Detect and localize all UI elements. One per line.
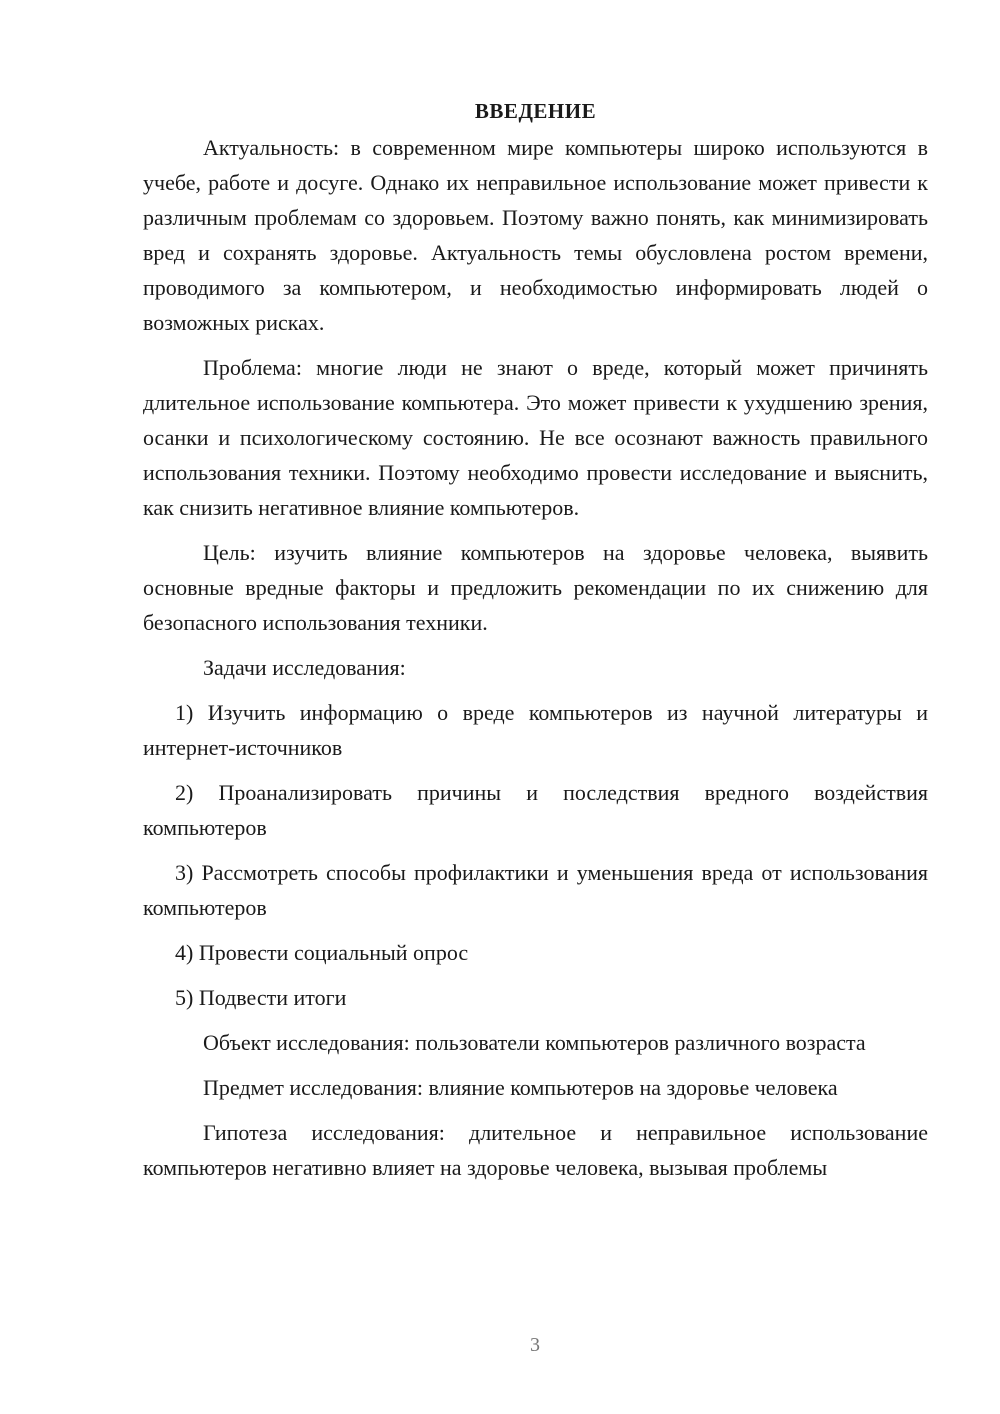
task-item: 4) Провести социальный опрос	[175, 940, 469, 965]
task-item: 1) Изучить информацию о вреде компьютеров из научной литературы и интернет-источников	[143, 700, 928, 760]
paragraph-problem: Проблема: многие люди не знают о вреде, который может причинять длительное использование компьютера. Это может привести к ухудшению зрения, осанки и психологическому состоянию. Не все осознают важность правильного использования техники. Поэтому необходимо провести исследование и выяснить, как снизить негативное влияние компьютеров.	[143, 355, 928, 520]
paragraph-goal: Цель: изучить влияние компьютеров на здоровье человека, выявить основные вредные факторы и предложить рекомендации по их снижению для безопасного использования техники.	[143, 540, 928, 635]
task-item: 2) Проанализировать причины и последствия вредного воздействия компьютеров	[143, 780, 928, 840]
paragraph-object: Объект исследования: пользователи компьютеров различного возраста	[203, 1030, 866, 1055]
page-title: ВВЕДЕНИЕ	[474, 99, 597, 123]
paragraph-subject: Предмет исследования: влияние компьютеров на здоровье человека	[203, 1075, 838, 1100]
task-item: 3) Рассмотреть способы профилактики и уменьшения вреда от использования компьютеров	[143, 860, 928, 920]
page-number: 3	[530, 1334, 540, 1356]
task-item: 5) Подвести итоги	[175, 985, 347, 1010]
document-body	[143, 94, 928, 1185]
paragraph-hypothesis: Гипотеза исследования: длительное и неправильное использование компьютеров негативно влияет на здоровье человека, вызывая проблемы	[143, 1120, 928, 1180]
paragraph-tasks-heading: Задачи исследования:	[203, 655, 406, 680]
paragraph-relevance: Актуальность: в современном мире компьютеры широко используются в учебе, работе и досуге. Однако их неправильное использование может привести к различным проблемам со здоровьем. Поэтому важно понять, как минимизировать вред и сохранять здоровье. Актуальность темы обусловлена ростом времени, проводимого за компьютером, и необходимостью информировать людей о возможных рисках.	[143, 135, 928, 335]
